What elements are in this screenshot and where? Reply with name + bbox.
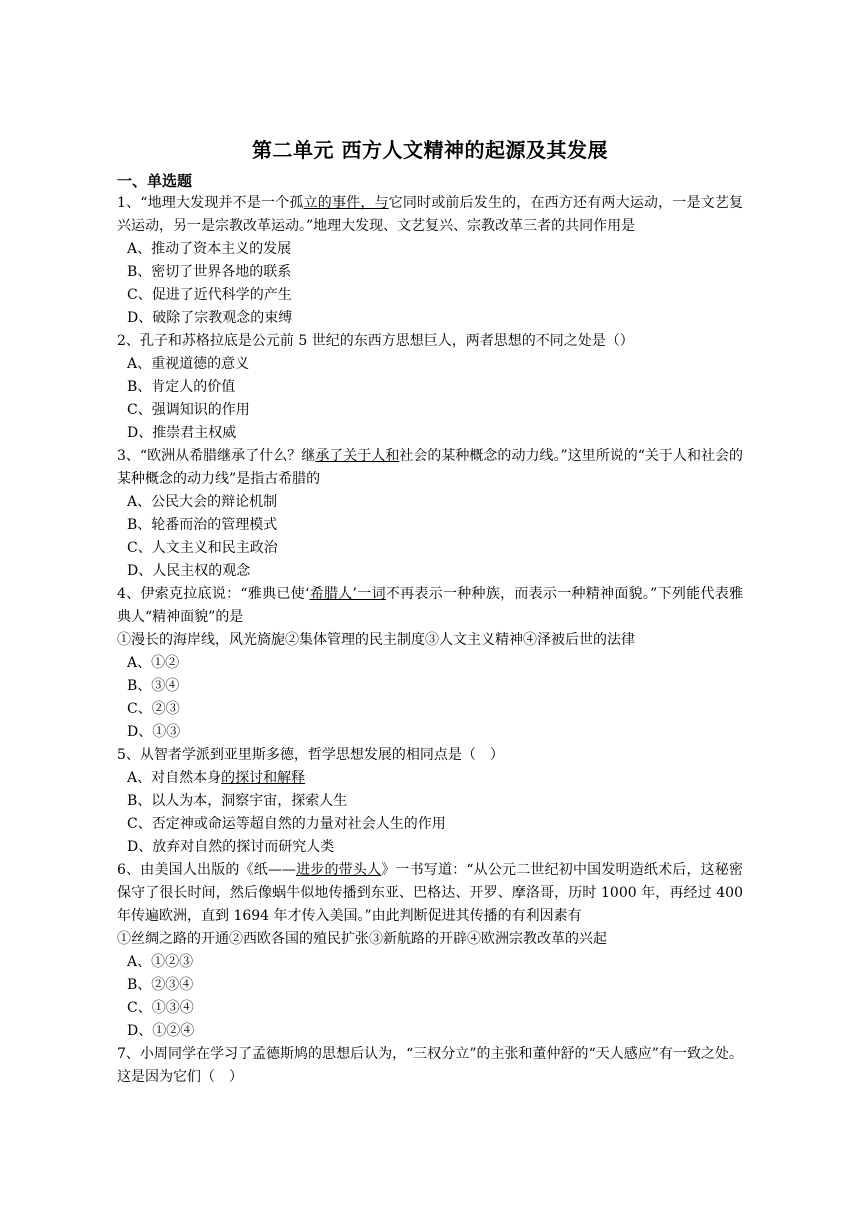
question-4-option-d: D、①③: [127, 724, 181, 740]
question-2: 2、孔子和苏格拉底是公元前 5 世纪的东西方思想巨人，两者思想的不同之处是（）: [117, 333, 634, 349]
question-5-option-c: C、否定神或命运等超自然的力量对社会人生的作用: [127, 816, 446, 832]
question-2-option-b: B、肯定人的价值: [127, 379, 236, 395]
question-4: 4、伊索克拉底说：“雅典已使‘希腊人’一词不再表示一种种族，而表示一种精神面貌。”下列能代表雅典人“精神面貌”的是: [117, 586, 744, 625]
question-5-option-d: D、放弃对自然的探讨而研究人类: [127, 839, 335, 855]
question-6-option-b: B、②③④: [127, 977, 194, 993]
question-4-option-b: B、③④: [127, 678, 180, 694]
page-title: 第二单元 西方人文精神的起源及其发展: [252, 138, 608, 162]
question-1-option-a: A、推动了资本主义的发展: [127, 241, 292, 257]
question-3-option-d: D、人民主权的观念: [127, 563, 251, 579]
question-1-option-d: D、破除了宗教观念的束缚: [127, 310, 293, 326]
question-7: 7、小周同学在学习了孟德斯鸠的思想后认为，“三权分立”的主张和董仲舒的“天人感应”有一致之处。这是因为它们（ ）: [117, 1046, 743, 1085]
question-6-option-d: D、①②④: [127, 1023, 195, 1039]
question-4-statements: ①漫长的海岸线，风光旖旎②集体管理的民主制度③人文主义精神④泽被后世的法律: [117, 632, 635, 648]
question-3: 3、“欧洲从希腊继承了什么？继承了关于人和社会的某种概念的动力线。”这里所说的“关于人和社会的某种概念的动力线”是指古希腊的: [117, 448, 743, 487]
section-heading: 一、单选题: [117, 172, 193, 190]
question-5: 5、从智者学派到亚里斯多德，哲学思想发展的相同点是（ ）: [117, 747, 504, 763]
question-3-option-c: C、人文主义和民主政治: [127, 540, 278, 556]
question-1-option-b: B、密切了世界各地的联系: [127, 264, 292, 280]
question-2-option-c: C、强调知识的作用: [127, 402, 250, 418]
question-1: 1、“地理大发现并不是一个孤立的事件，与它同时或前后发生的，在西方还有两大运动，一是文艺复兴运动，另一是宗教改革运动。”地理大发现、文艺复兴、宗教改革三者的共同作用是: [117, 195, 744, 234]
question-6-option-c: C、①③④: [127, 1000, 194, 1016]
question-4-option-c: C、②③: [127, 701, 180, 717]
question-5-option-a: A、对自然本身的探讨和解释: [127, 770, 306, 786]
question-6-statements: ①丝绸之路的开通②西欧各国的殖民扩张③新航路的开辟④欧洲宗教改革的兴起: [117, 931, 607, 947]
question-6-option-a: A、①②③: [127, 954, 194, 970]
question-6: 6、由美国人出版的《纸——进步的带头人》一书写道：“从公元二世纪初中国发明造纸术后，这秘密保守了很长时间，然后像蜗牛似地传播到东亚、巴格达、开罗、摩洛哥，历时 1000 年，再经过 400 年传遍欧洲，直到 1694 年才传入美国。”由此判断促进其传播的有利因素有: [117, 862, 743, 924]
question-3-option-a: A、公民大会的辩论机制: [127, 494, 278, 510]
question-2-option-d: D、推崇君主权威: [127, 425, 237, 441]
question-3-option-b: B、轮番而治的管理模式: [127, 517, 278, 533]
question-1-option-c: C、促进了近代科学的产生: [127, 287, 292, 303]
document-page: [117, 134, 743, 1089]
question-4-option-a: A、①②: [127, 655, 180, 671]
question-2-option-a: A、重视道德的意义: [127, 356, 250, 372]
question-5-option-b: B、以人为本，洞察宇宙，探索人生: [127, 793, 348, 809]
